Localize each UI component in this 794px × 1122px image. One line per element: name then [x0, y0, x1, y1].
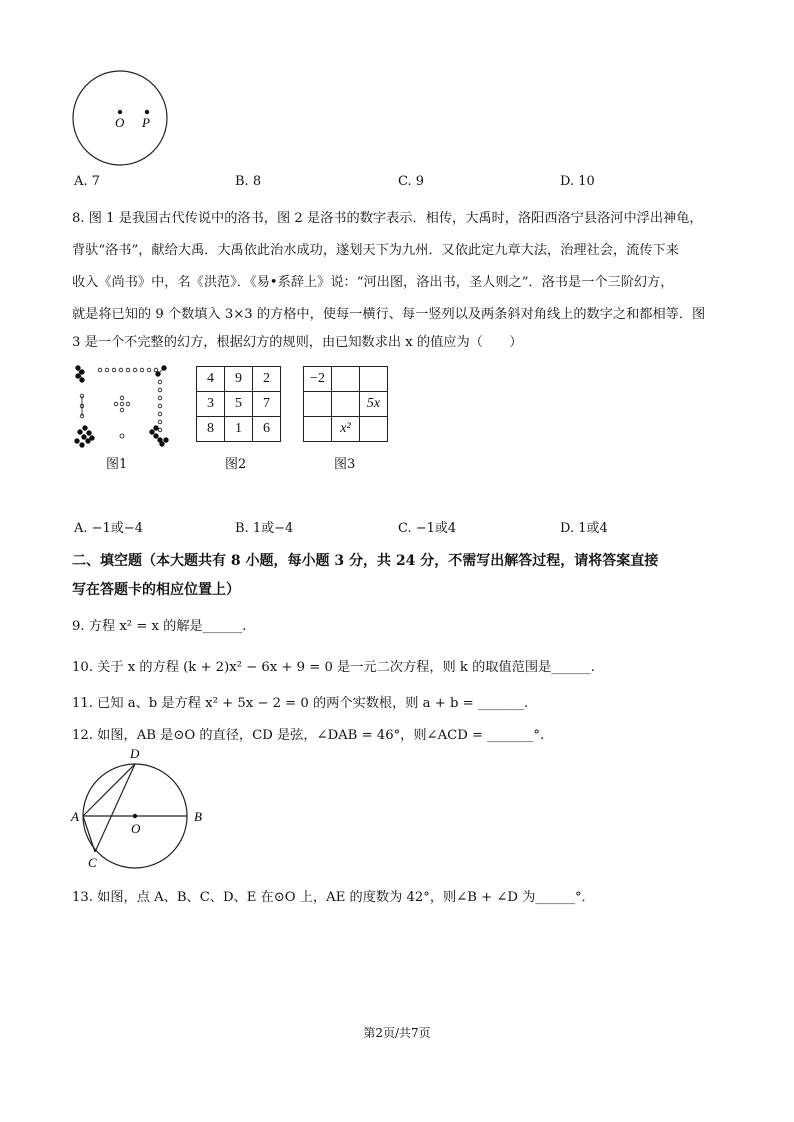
q8-option-b: B. 1或−4 — [235, 521, 294, 536]
q8-option-a: A. −1或−4 — [74, 521, 143, 536]
q9-text: 9. 方程 x² = x 的解是______. — [72, 619, 247, 634]
q12-circle-figure — [68, 744, 218, 874]
fig3-cell: 5x — [360, 392, 388, 417]
label-o-center: O — [131, 821, 141, 836]
fig2-cell: 1 — [225, 417, 253, 442]
q8-line-5: 3 是一个不完整的幻方，根据幻方的规则，由已知数求出 x 的值应为（ ） — [72, 335, 523, 350]
label-c: C — [88, 855, 97, 870]
magic-square-fig2 — [196, 366, 281, 442]
fig3-cell: −2 — [304, 367, 332, 392]
luoshu-figure — [72, 362, 172, 452]
q12-text: 12. 如图，AB 是⊙O 的直径，CD 是弦，∠DAB = 46°，则∠ACD = _______°. — [72, 728, 545, 743]
point-o — [118, 110, 122, 114]
label-p: P — [142, 115, 150, 130]
caption-fig2: 图2 — [225, 457, 247, 472]
fig2-cell: 6 — [253, 417, 281, 442]
fig3-cell: x² — [332, 417, 360, 442]
fig3-cell — [360, 367, 388, 392]
fig3-cell — [304, 417, 332, 442]
q8-option-c: C. −1或4 — [398, 521, 457, 536]
q8-option-d: D. 1或4 — [560, 521, 608, 536]
q7-circle-figure — [70, 68, 170, 168]
fig2-cell: 7 — [253, 392, 281, 417]
q11-text: 11. 已知 a、b 是方程 x² + 5x − 2 = 0 的两个实数根，则 a + b = _______. — [72, 696, 529, 711]
fig2-cell: 2 — [253, 367, 281, 392]
page-footer: 第2页/共7页 — [363, 1026, 431, 1040]
caption-fig1: 图1 — [106, 457, 128, 472]
fig2-cell: 5 — [225, 392, 253, 417]
fig2-cell: 4 — [197, 367, 225, 392]
q8-line-4: 就是将已知的 9 个数填入 3×3 的方格中，使每一横行、每一竖列以及两条斜对角线上的数字之和都相等．图 — [72, 307, 706, 322]
label-b: B — [194, 809, 202, 824]
point-p — [145, 110, 149, 114]
section2-heading-line2: 写在答题卡的相应位置上） — [72, 582, 240, 598]
fig3-cell — [304, 392, 332, 417]
label-d: D — [130, 746, 140, 761]
q7-option-b: B. 8 — [235, 174, 262, 189]
magic-square-fig3 — [303, 366, 388, 442]
fig2-cell: 3 — [197, 392, 225, 417]
label-o: O — [115, 115, 125, 130]
q10-text: 10. 关于 x 的方程 (k + 2)x² − 6x + 9 = 0 是一元二次方程，则 k 的取值范围是______. — [72, 660, 595, 675]
q7-option-a: A. 7 — [74, 174, 100, 189]
q8-line-3: 收入《尚书》中，名《洪范》．《易•系辞上》说：“河出图，洛出书，圣人则之”．洛书是一个三阶幻方， — [72, 275, 674, 290]
q13-text: 13. 如图，点 A、B、C、D、E 在⊙O 上，AE 的度数为 42°，则∠B + ∠D 为______°． — [72, 890, 595, 905]
fig2-cell: 8 — [197, 417, 225, 442]
fig2-cell: 9 — [225, 367, 253, 392]
q8-line-2: 背驮“洛书”，献给大禹．大禹依此治水成功，遂划天下为九州．又依此定九章大法，治理社会，流传下来 — [72, 243, 679, 258]
fig3-cell — [332, 392, 360, 417]
fig3-cell — [332, 367, 360, 392]
q7-option-c: C. 9 — [398, 174, 425, 189]
caption-fig3: 图3 — [334, 457, 356, 472]
section2-heading-line1: 二、填空题（本大题共有 8 小题，每小题 3 分，共 24 分，不需写出解答过程，请将答案直接 — [72, 553, 659, 569]
chord-ac — [83, 816, 95, 852]
chord-ad — [83, 764, 135, 816]
label-a: A — [71, 809, 79, 824]
q7-option-d: D. 10 — [560, 174, 595, 189]
q8-line-1: 8. 图 1 是我国古代传说中的洛书，图 2 是洛书的数字表示．相传，大禹时，洛阳西洛宁县洛河中浮出神龟， — [72, 211, 703, 226]
fig3-cell — [360, 417, 388, 442]
center-o-dot — [133, 814, 137, 818]
